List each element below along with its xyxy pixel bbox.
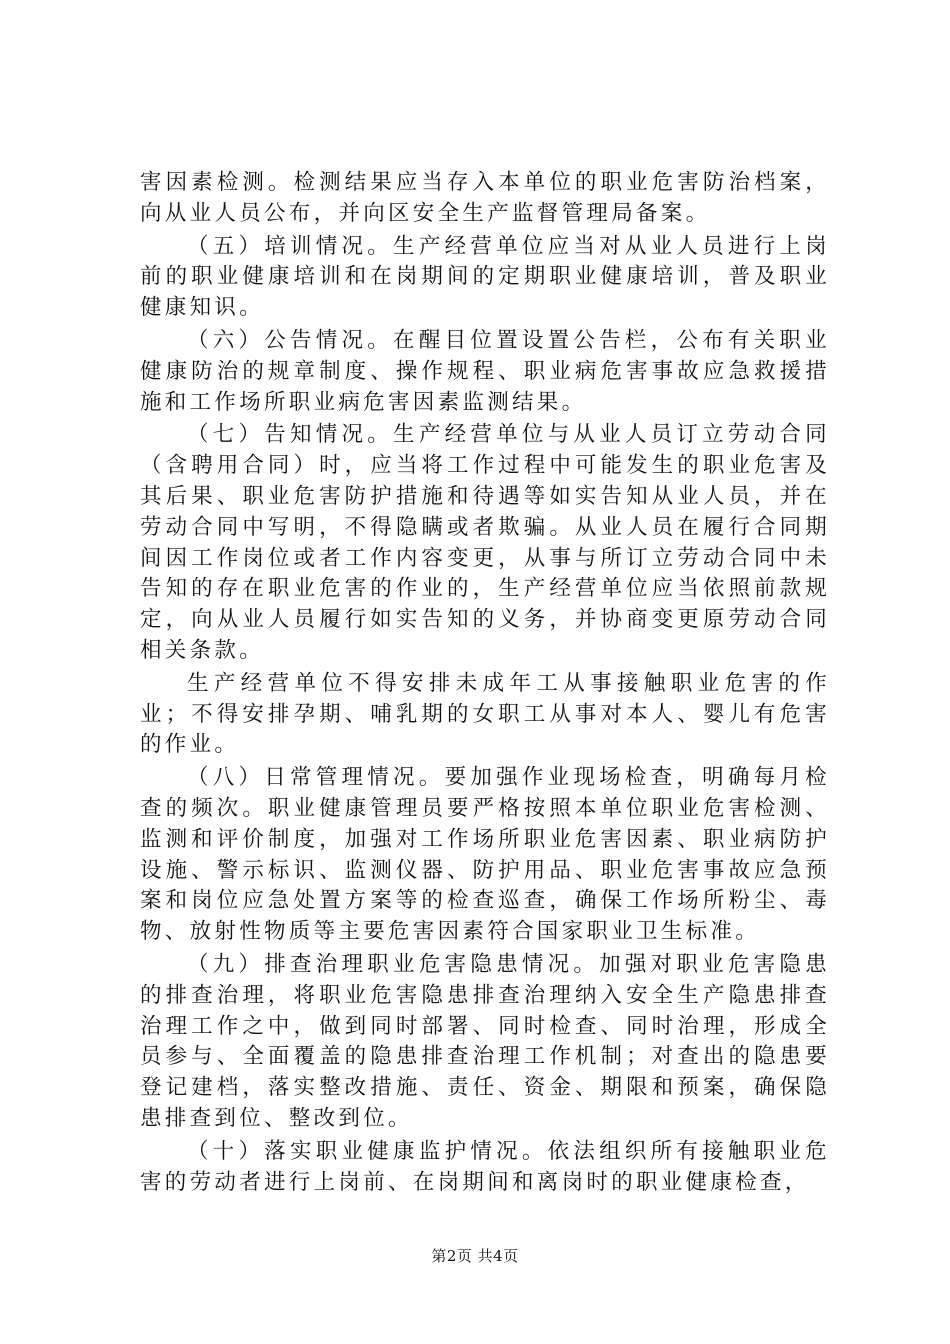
page-footer: 第2页 共4页: [431, 1247, 519, 1265]
paragraph-hazard-investigation: （九）排查治理职业危害隐患情况。加强对职业危害隐患的排查治理，将职业危害隐患排查治理纳入安全生产隐患排查治理工作之中，做到同时部署、同时检查、同时治理，形成全员参与、全面覆盖的隐患排查治理工作机制；对查出的隐患要登记建档，落实整改措施、责任、资金、期限和预案，确保隐患排查到位、整改到位。: [140, 951, 830, 1131]
paragraph-continuation: 害因素检测。检测结果应当存入本单位的职业危害防治档案，向从业人员公布，并向区安全生产监督管理局备案。: [140, 170, 830, 226]
paragraph-health-monitoring: （十）落实职业健康监护情况。依法组织所有接触职业危害的劳动者进行上岗前、在岗期间和离岗时的职业健康检查，: [140, 1138, 830, 1195]
paragraph-announcement: （六）公告情况。在醒目位置设置公告栏，公布有关职业健康防治的规章制度、操作规程、职业病危害事故应急救援措施和工作场所职业病危害因素监测结果。: [140, 327, 830, 415]
document-body: [140, 168, 830, 1200]
paragraph-minor-restriction: 生产经营单位不得安排未成年工从事接触职业危害的作业；不得安排孕期、哺乳期的女职工从事对本人、婴儿有危害的作业。: [140, 670, 830, 758]
paragraph-notification: （七）告知情况。生产经营单位与从业人员订立劳动合同（含聘用合同）时，应当将工作过程中可能发生的职业危害及其后果、职业危害防护措施和待遇等如实告知从业人员，并在劳动合同中写明，不得隐瞒或者欺骗。从业人员在履行合同期间因工作岗位或者工作内容变更，从事与所订立劳动合同中未告知的存在职业危害的作业的，生产经营单位应当依照前款规定，向从业人员履行如实告知的义务，并协商变更原劳动合同相关条款。: [140, 422, 830, 663]
paragraph-daily-management: （八）日常管理情况。要加强作业现场检查，明确每月检查的频次。职业健康管理员要严格按照本单位职业危害检测、监测和评价制度，加强对工作场所职业危害因素、职业病防护设施、警示标识、监测仪器、防护用品、职业危害事故应急预案和岗位应急处置方案等的检查巡查，确保工作场所粉尘、毒物、放射性物质等主要危害因素符合国家职业卫生标准。: [140, 765, 830, 945]
paragraph-training: （五）培训情况。生产经营单位应当对从业人员进行上岗前的职业健康培训和在岗期间的定期职业健康培训，普及职业健康知识。: [140, 233, 830, 321]
